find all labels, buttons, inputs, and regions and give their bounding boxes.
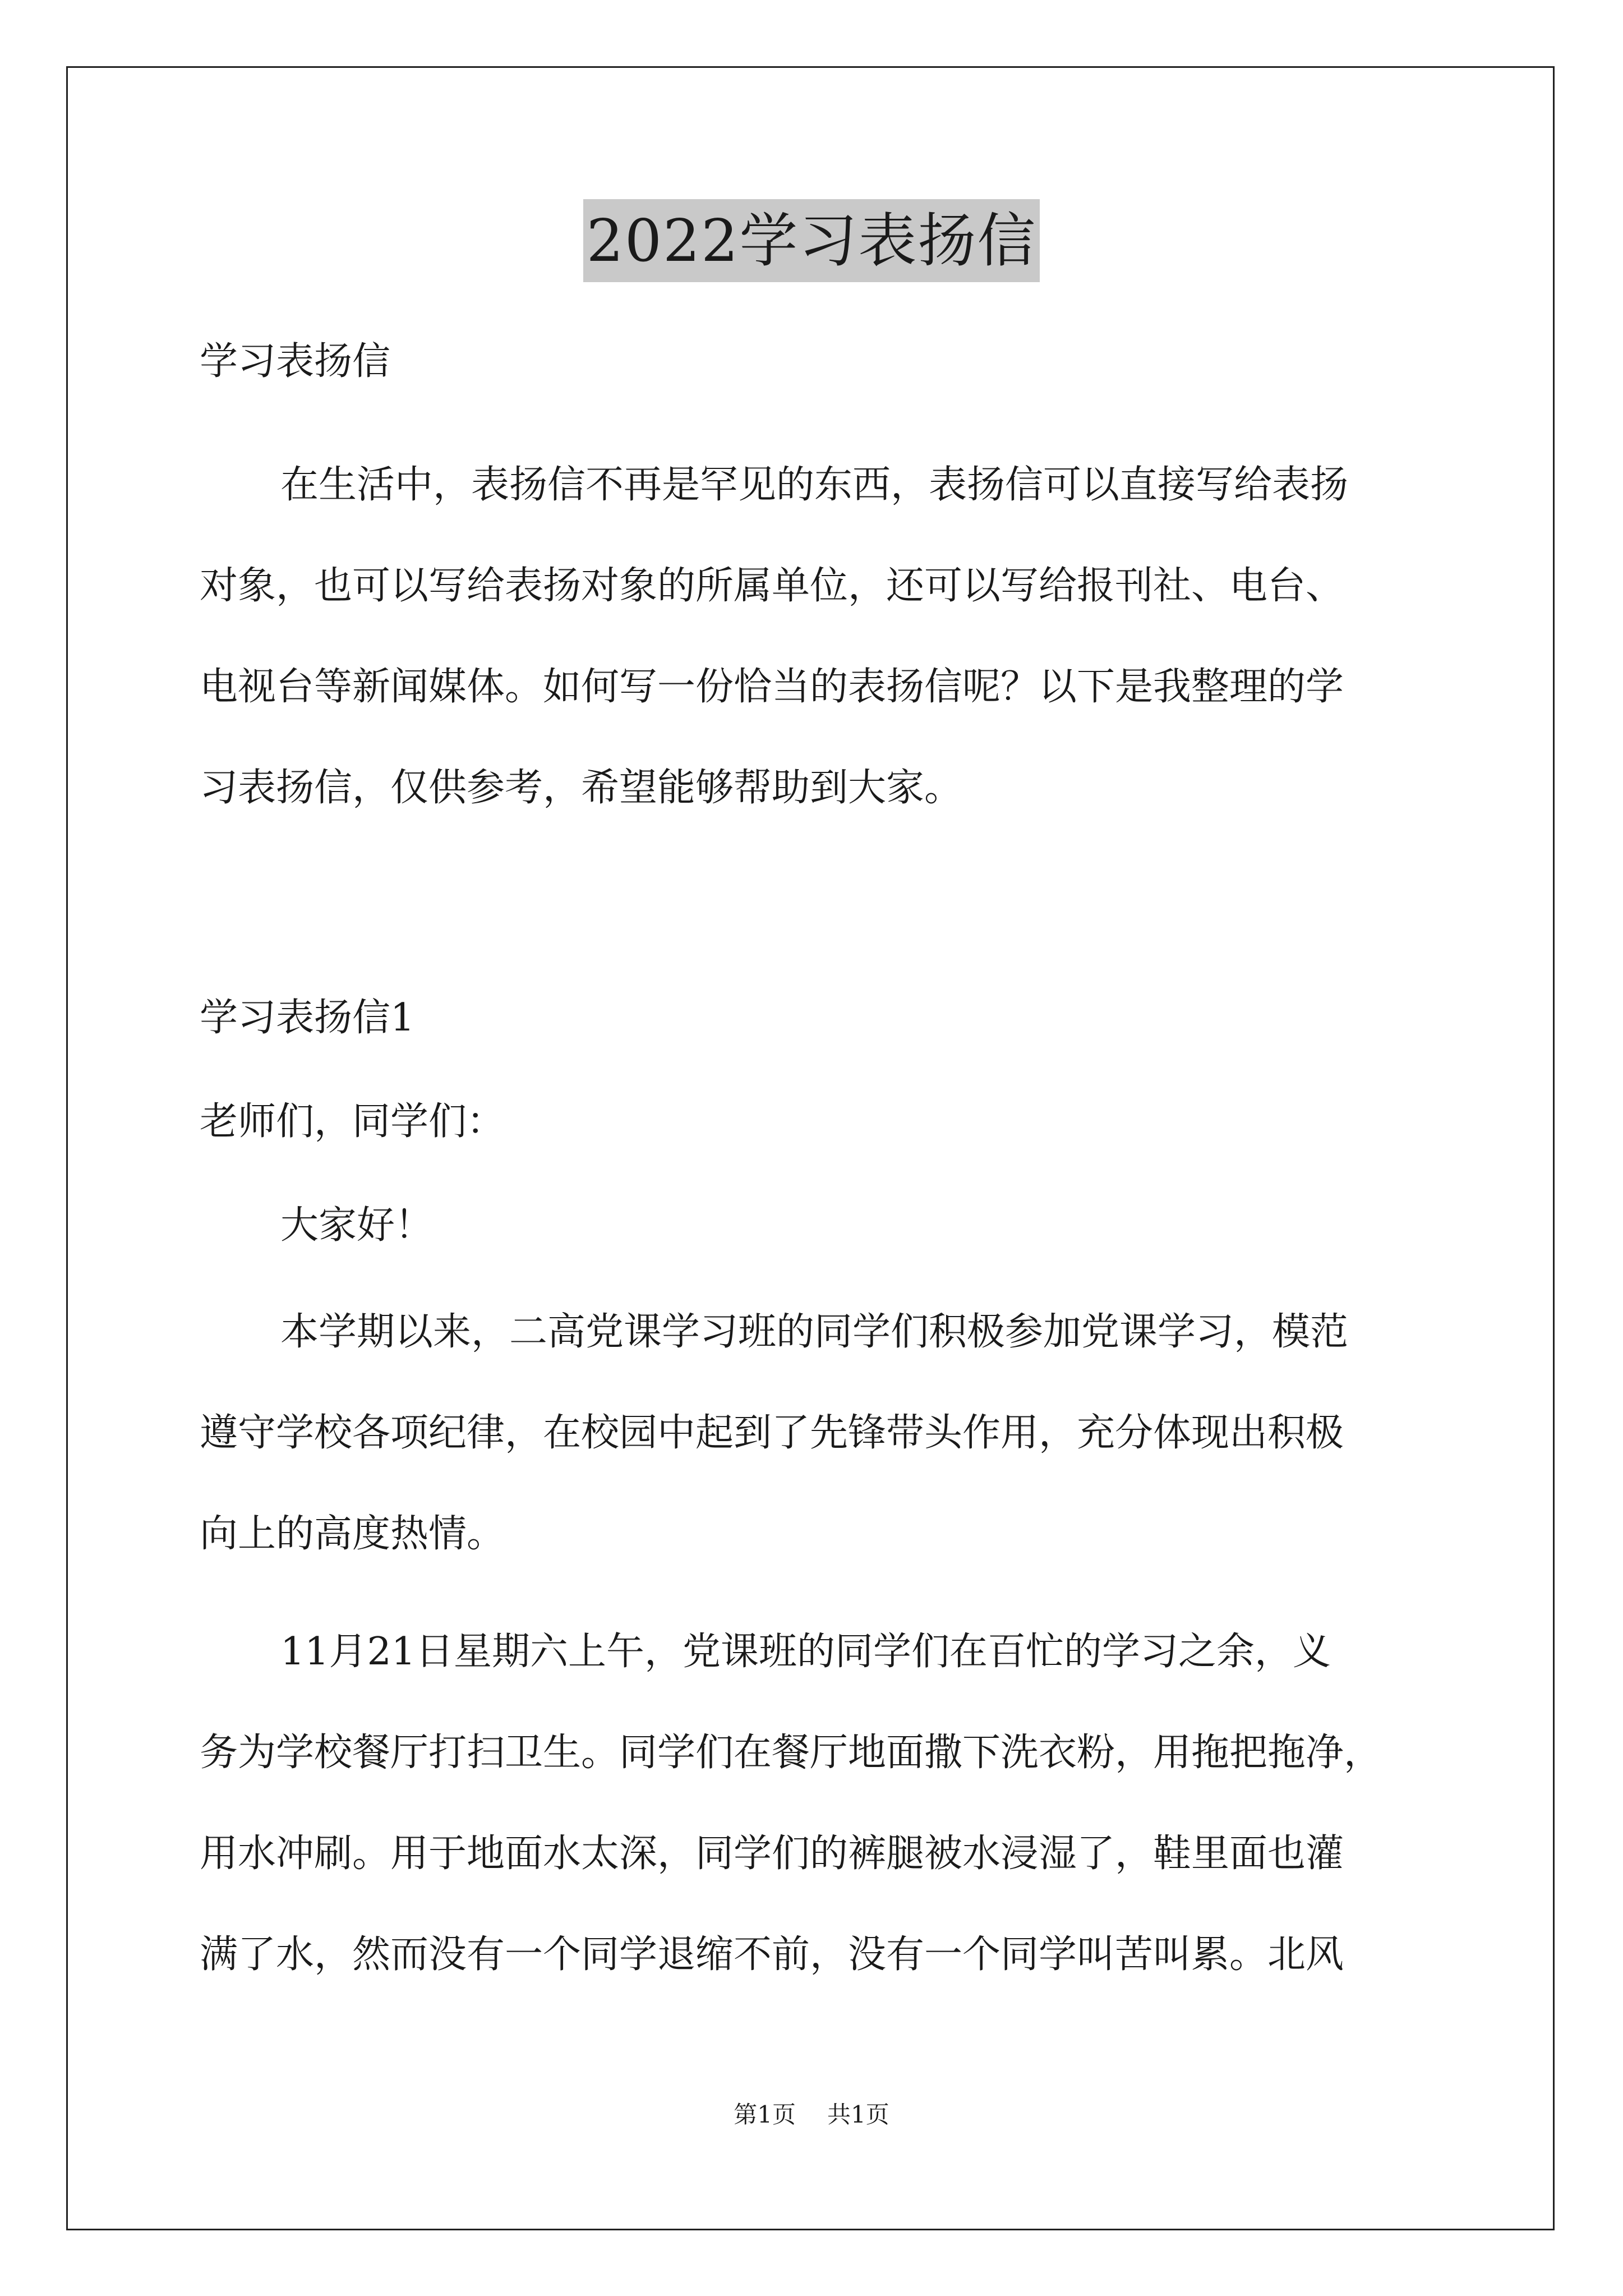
paragraph-line: 遵守学校各项纪律，在校园中起到了先锋带头作用，充分体现出积极 xyxy=(200,1411,1344,1455)
title-container xyxy=(0,199,1623,282)
document-title: 2022学习表扬信 xyxy=(583,199,1040,282)
paragraph-line: 对象，也可以写给表扬对象的所属单位，还可以写给报刊社、电台、 xyxy=(200,564,1344,608)
paragraph-line: 用水冲刷。用于地面水太深，同学们的裤腿被水浸湿了，鞋里面也灌 xyxy=(200,1832,1344,1876)
page-border xyxy=(66,66,1555,2230)
letter-heading: 学习表扬信1 xyxy=(200,996,415,1040)
paragraph-line: 满了水，然而没有一个同学退缩不前，没有一个同学叫苦叫累。北风 xyxy=(200,1932,1344,1977)
paragraph-line: 电视台等新闻媒体。如何写一份恰当的表扬信呢？以下是我整理的学 xyxy=(200,665,1344,709)
section-heading: 学习表扬信 xyxy=(200,339,391,384)
page-total: 共1页 xyxy=(827,2101,889,2128)
paragraph-line: 务为学校餐厅打扫卫生。同学们在餐厅地面撒下洗衣粉，用拖把拖净， xyxy=(200,1731,1382,1775)
page-number: 第1页 xyxy=(734,2101,796,2128)
paragraph-line: 11月21日星期六上午，党课班的同学们在百忙的学习之余，义 xyxy=(280,1630,1331,1674)
salutation: 老师们，同学们： xyxy=(200,1099,505,1144)
paragraph-line: 向上的高度热情。 xyxy=(200,1512,505,1556)
page-footer xyxy=(0,2098,1623,2132)
greeting: 大家好！ xyxy=(280,1203,434,1248)
paragraph-line: 本学期以来，二高党课学习班的同学们积极参加党课学习，模范 xyxy=(280,1310,1349,1354)
paragraph-line: 习表扬信，仅供参考，希望能够帮助到大家。 xyxy=(200,766,963,810)
paragraph-line: 在生活中，表扬信不再是罕见的东西，表扬信可以直接写给表扬 xyxy=(280,463,1349,507)
